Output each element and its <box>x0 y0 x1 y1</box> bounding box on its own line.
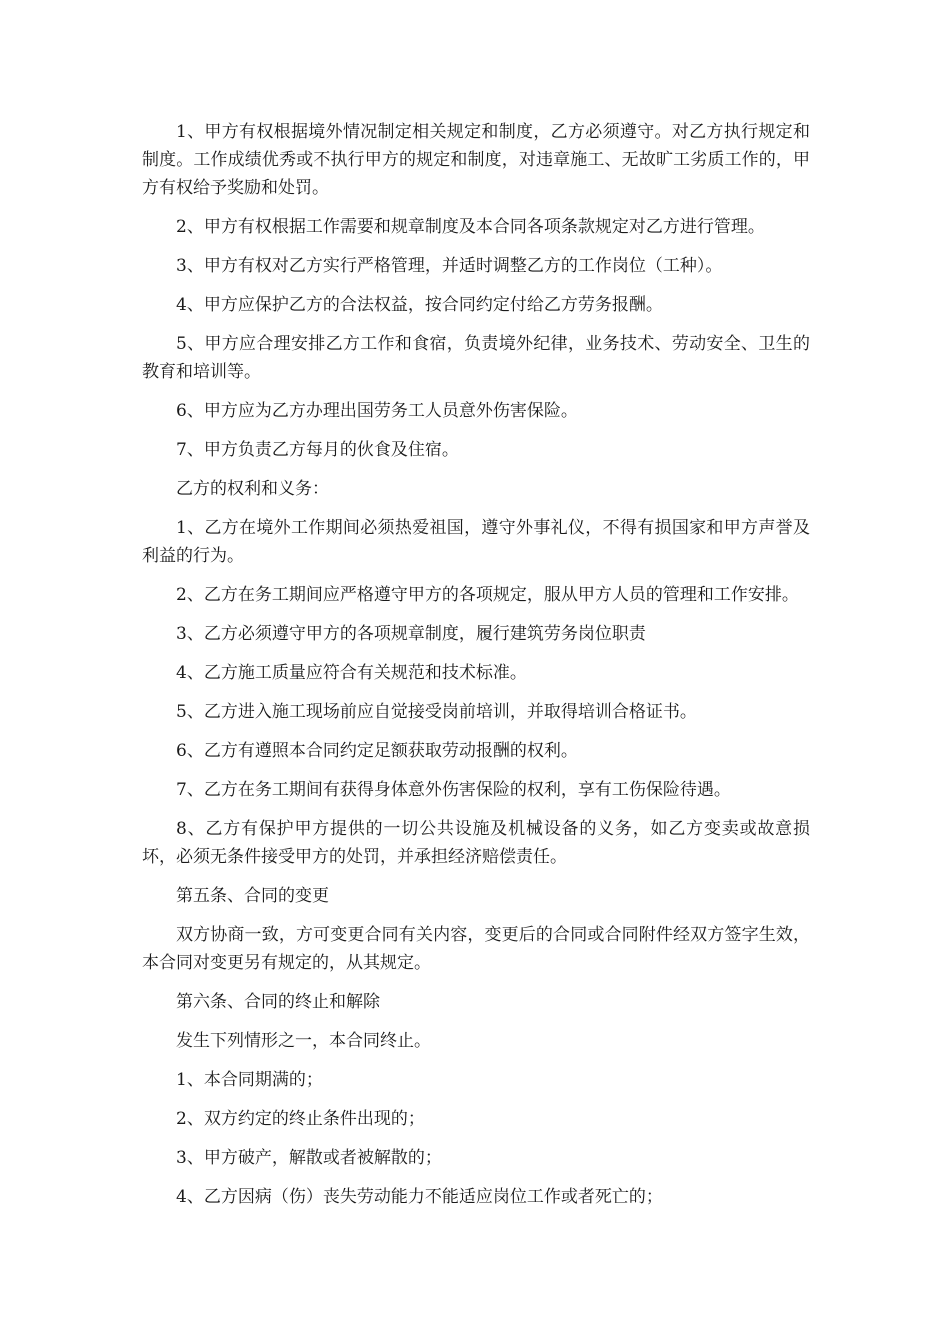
clause-paragraph: 8、乙方有保护甲方提供的一切公共设施及机械设备的义务，如乙方变卖或故意损坏，必须无条件接受甲方的处罚，并承担经济赔偿责任。 <box>142 819 810 867</box>
document-body <box>142 118 810 1222</box>
clause-paragraph: 3、甲方有权对乙方实行严格管理，并适时调整乙方的工作岗位（工种）。 <box>176 256 723 276</box>
clause-paragraph: 5、乙方进入施工现场前应自觉接受岗前培训，并取得培训合格证书。 <box>176 702 697 722</box>
clause-paragraph: 7、乙方在务工期间有获得身体意外伤害保险的权利，享有工伤保险待遇。 <box>176 780 731 800</box>
clause-paragraph: 4、甲方应保护乙方的合法权益，按合同约定付给乙方劳务报酬。 <box>176 295 663 315</box>
clause-paragraph: 3、乙方必须遵守甲方的各项规章制度，履行建筑劳务岗位职责 <box>176 624 646 644</box>
clause-paragraph: 4、乙方因病（伤）丧失劳动能力不能适应岗位工作或者死亡的； <box>176 1187 663 1207</box>
clause-paragraph: 双方协商一致，方可变更合同有关内容，变更后的合同或合同附件经双方签字生效，本合同对变更另有规定的，从其规定。 <box>142 925 810 973</box>
clause-paragraph: 6、甲方应为乙方办理出国劳务工人员意外伤害保险。 <box>176 401 578 421</box>
clause-paragraph: 2、双方约定的终止条件出现的； <box>176 1109 425 1129</box>
article-heading: 第六条、合同的终止和解除 <box>176 992 380 1012</box>
clause-paragraph: 2、乙方在务工期间应严格遵守甲方的各项规定，服从甲方人员的管理和工作安排。 <box>176 585 799 605</box>
article-heading: 第五条、合同的变更 <box>176 886 329 906</box>
clause-paragraph: 6、乙方有遵照本合同约定足额获取劳动报酬的权利。 <box>176 741 578 761</box>
section-heading: 乙方的权利和义务： <box>176 479 329 499</box>
clause-paragraph: 1、甲方有权根据境外情况制定相关规定和制度，乙方必须遵守。对乙方执行规定和制度。工作成绩优秀或不执行甲方的规定和制度，对违章施工、无故旷工劣质工作的，甲方有权给予奖励和处罚。 <box>142 122 810 198</box>
clause-paragraph: 4、乙方施工质量应符合有关规范和技术标准。 <box>176 663 527 683</box>
clause-paragraph: 3、甲方破产，解散或者被解散的； <box>176 1148 442 1168</box>
clause-paragraph: 1、本合同期满的； <box>176 1070 323 1090</box>
clause-paragraph: 2、甲方有权根据工作需要和规章制度及本合同各项条款规定对乙方进行管理。 <box>176 217 765 237</box>
clause-paragraph: 1、乙方在境外工作期间必须热爱祖国，遵守外事礼仪，不得有损国家和甲方声誉及利益的行为。 <box>142 518 810 566</box>
clause-paragraph: 5、甲方应合理安排乙方工作和食宿，负责境外纪律，业务技术、劳动安全、卫生的教育和培训等。 <box>142 334 810 382</box>
clause-paragraph: 发生下列情形之一，本合同终止。 <box>176 1031 431 1051</box>
clause-paragraph: 7、甲方负责乙方每月的伙食及住宿。 <box>176 440 459 460</box>
